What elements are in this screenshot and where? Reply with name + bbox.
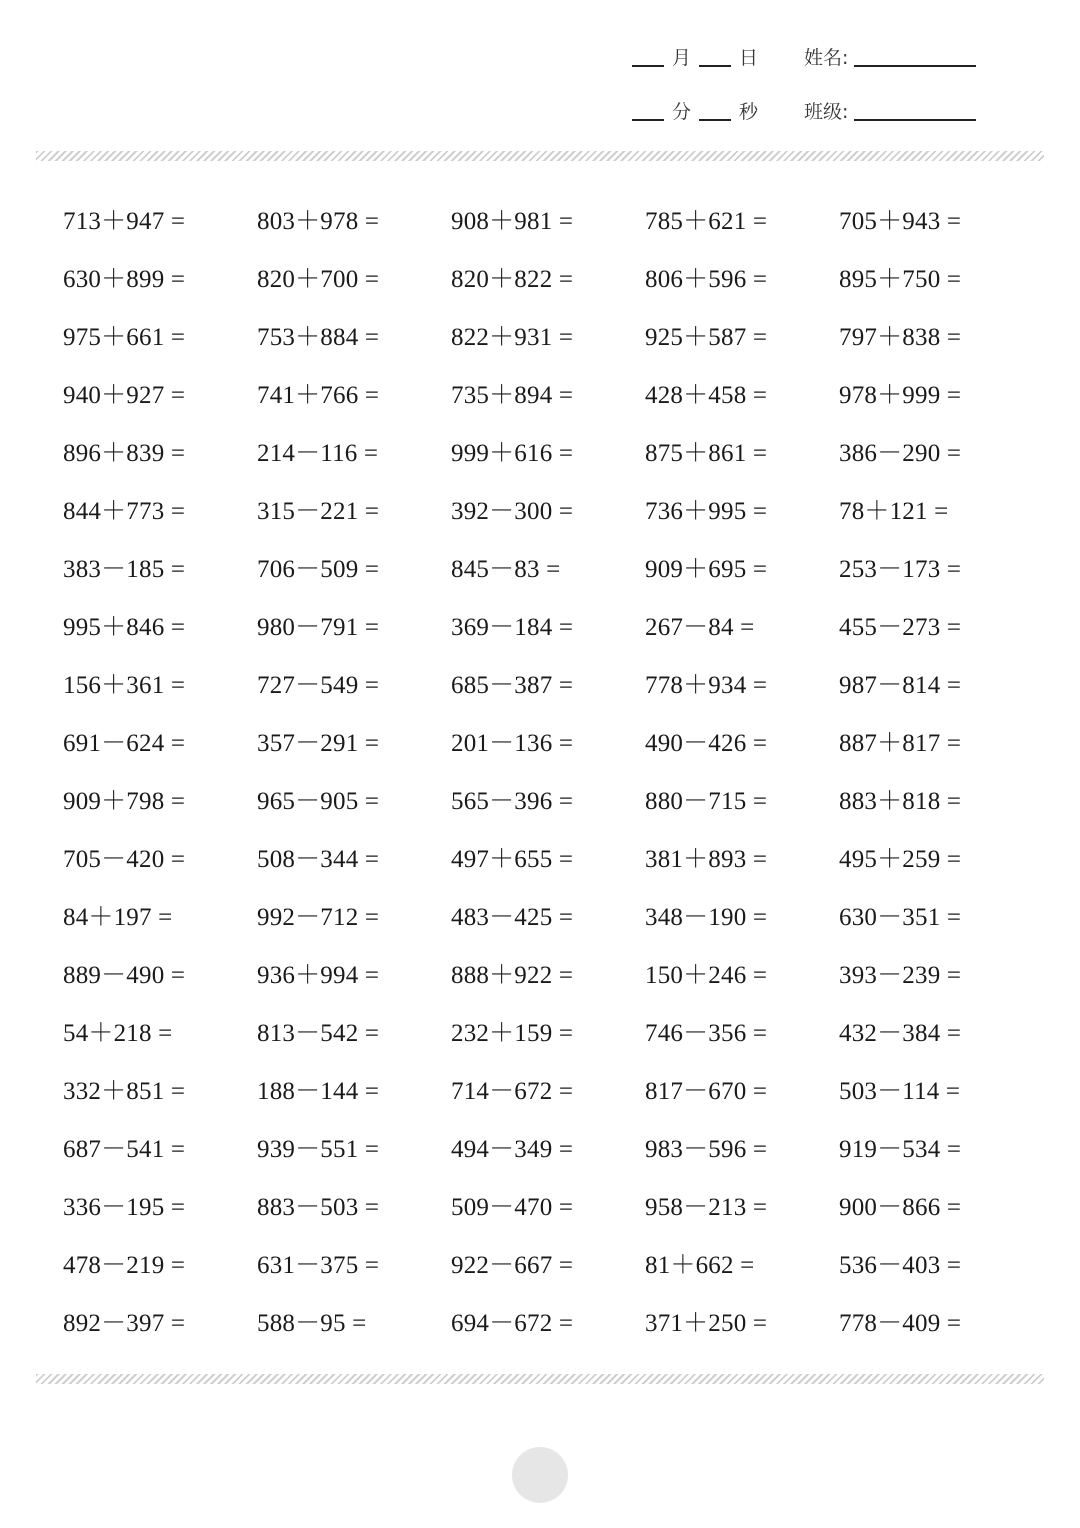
math-problem: 922－667 = — [451, 1252, 574, 1279]
math-problem: 386－290 = — [839, 440, 962, 467]
math-problem: 588－95 = — [257, 1310, 367, 1337]
math-problem: 630－351 = — [839, 904, 962, 931]
math-problem: 432－384 = — [839, 1020, 962, 1047]
class-blank[interactable] — [854, 99, 976, 121]
math-problem: 156＋361 = — [63, 672, 186, 699]
time-class-row — [632, 94, 976, 124]
math-problem: 900－866 = — [839, 1194, 962, 1221]
math-problem: 267－84 = — [645, 614, 755, 641]
math-problem: 778－409 = — [839, 1310, 962, 1337]
math-problem: 727－549 = — [257, 672, 380, 699]
math-problem: 965－905 = — [257, 788, 380, 815]
math-problem: 992－712 = — [257, 904, 380, 931]
math-problem: 980－791 = — [257, 614, 380, 641]
math-problem: 820＋700 = — [257, 266, 380, 293]
math-problem: 357－291 = — [257, 730, 380, 757]
math-problem: 820＋822 = — [451, 266, 574, 293]
math-problem: 845－83 = — [451, 556, 561, 583]
math-problem: 705＋943 = — [839, 208, 962, 235]
worksheet-header — [0, 0, 1080, 140]
math-problem: 81＋662 = — [645, 1252, 755, 1279]
math-problem: 909＋695 = — [645, 556, 768, 583]
math-problem: 381＋893 = — [645, 846, 768, 873]
math-problem: 995＋846 = — [63, 614, 186, 641]
math-problem: 393－239 = — [839, 962, 962, 989]
math-problem: 735＋894 = — [451, 382, 574, 409]
name-label: 姓名: — [804, 47, 849, 69]
math-problem: 691－624 = — [63, 730, 186, 757]
math-problem: 490－426 = — [645, 730, 768, 757]
math-problem: 687－541 = — [63, 1136, 186, 1163]
math-problem: 741＋766 = — [257, 382, 380, 409]
math-problem: 369－184 = — [451, 614, 574, 641]
math-problem: 706－509 = — [257, 556, 380, 583]
class-label: 班级: — [804, 101, 849, 123]
math-problem: 253－173 = — [839, 556, 962, 583]
math-problem: 797＋838 = — [839, 324, 962, 351]
date-name-row — [632, 40, 976, 70]
math-problem: 78＋121 = — [839, 498, 949, 525]
math-problem: 630＋899 = — [63, 266, 186, 293]
math-problem: 509－470 = — [451, 1194, 574, 1221]
math-problem: 315－221 = — [257, 498, 380, 525]
math-problem: 785＋621 = — [645, 208, 768, 235]
math-problem: 214－116 = — [257, 440, 379, 467]
math-problem: 939－551 = — [257, 1136, 380, 1163]
math-problem: 565－396 = — [451, 788, 574, 815]
math-problem: 694－672 = — [451, 1310, 574, 1337]
math-problem: 336－195 = — [63, 1194, 186, 1221]
math-problem: 713＋947 = — [63, 208, 186, 235]
bottom-divider — [36, 1374, 1044, 1384]
second-label: 秒 — [739, 101, 759, 123]
math-problem: 536－403 = — [839, 1252, 962, 1279]
math-problem: 895＋750 = — [839, 266, 962, 293]
math-problem: 392－300 = — [451, 498, 574, 525]
math-problem: 958－213 = — [645, 1194, 768, 1221]
math-problem: 232＋159 = — [451, 1020, 574, 1047]
math-problem: 631－375 = — [257, 1252, 380, 1279]
math-problem: 908＋981 = — [451, 208, 574, 235]
math-problem: 753＋884 = — [257, 324, 380, 351]
math-problem: 889－490 = — [63, 962, 186, 989]
math-problem: 383－185 = — [63, 556, 186, 583]
math-problem: 483－425 = — [451, 904, 574, 931]
day-label: 日 — [739, 47, 759, 69]
math-problem: 150＋246 = — [645, 962, 768, 989]
math-problem: 84＋197 = — [63, 904, 173, 931]
math-problem: 925＋587 = — [645, 324, 768, 351]
math-problem: 987－814 = — [839, 672, 962, 699]
top-divider — [36, 151, 1044, 161]
math-problem: 936＋994 = — [257, 962, 380, 989]
math-problem: 746－356 = — [645, 1020, 768, 1047]
math-problem: 844＋773 = — [63, 498, 186, 525]
math-problem: 822＋931 = — [451, 324, 574, 351]
math-problem: 909＋798 = — [63, 788, 186, 815]
month-blank[interactable] — [632, 45, 664, 67]
math-problem: 817－670 = — [645, 1078, 768, 1105]
page-indicator[interactable] — [512, 1447, 568, 1503]
math-problem: 919－534 = — [839, 1136, 962, 1163]
name-blank[interactable] — [854, 45, 976, 67]
math-problem: 778＋934 = — [645, 672, 768, 699]
math-problem: 455－273 = — [839, 614, 962, 641]
math-problem: 494－349 = — [451, 1136, 574, 1163]
math-problem: 875＋861 = — [645, 440, 768, 467]
math-problem: 495＋259 = — [839, 846, 962, 873]
math-problem: 508－344 = — [257, 846, 380, 873]
math-problem: 806＋596 = — [645, 266, 768, 293]
math-problem: 332＋851 = — [63, 1078, 186, 1105]
problem-grid — [63, 193, 1043, 1353]
math-problem: 201－136 = — [451, 730, 574, 757]
math-problem: 371＋250 = — [645, 1310, 768, 1337]
math-problem: 714－672 = — [451, 1078, 574, 1105]
math-problem: 497＋655 = — [451, 846, 574, 873]
math-problem: 428＋458 = — [645, 382, 768, 409]
math-problem: 940＋927 = — [63, 382, 186, 409]
math-problem: 883－503 = — [257, 1194, 380, 1221]
math-problem: 999＋616 = — [451, 440, 574, 467]
math-problem: 975＋661 = — [63, 324, 186, 351]
math-problem: 54＋218 = — [63, 1020, 173, 1047]
day-blank[interactable] — [699, 45, 731, 67]
math-problem: 880－715 = — [645, 788, 768, 815]
math-problem: 887＋817 = — [839, 730, 962, 757]
minute-blank[interactable] — [632, 99, 664, 121]
minute-label: 分 — [672, 101, 692, 123]
math-problem: 978＋999 = — [839, 382, 962, 409]
math-problem: 888＋922 = — [451, 962, 574, 989]
math-problem: 803＋978 = — [257, 208, 380, 235]
math-problem: 896＋839 = — [63, 440, 186, 467]
math-problem: 813－542 = — [257, 1020, 380, 1047]
math-problem: 736＋995 = — [645, 498, 768, 525]
math-problem: 983－596 = — [645, 1136, 768, 1163]
math-problem: 883＋818 = — [839, 788, 962, 815]
math-problem: 188－144 = — [257, 1078, 380, 1105]
math-problem: 503－114 = — [839, 1078, 961, 1105]
math-problem: 705－420 = — [63, 846, 186, 873]
math-problem: 348－190 = — [645, 904, 768, 931]
math-problem: 892－397 = — [63, 1310, 186, 1337]
math-problem: 685－387 = — [451, 672, 574, 699]
math-problem: 478－219 = — [63, 1252, 186, 1279]
second-blank[interactable] — [699, 99, 731, 121]
month-label: 月 — [672, 47, 692, 69]
